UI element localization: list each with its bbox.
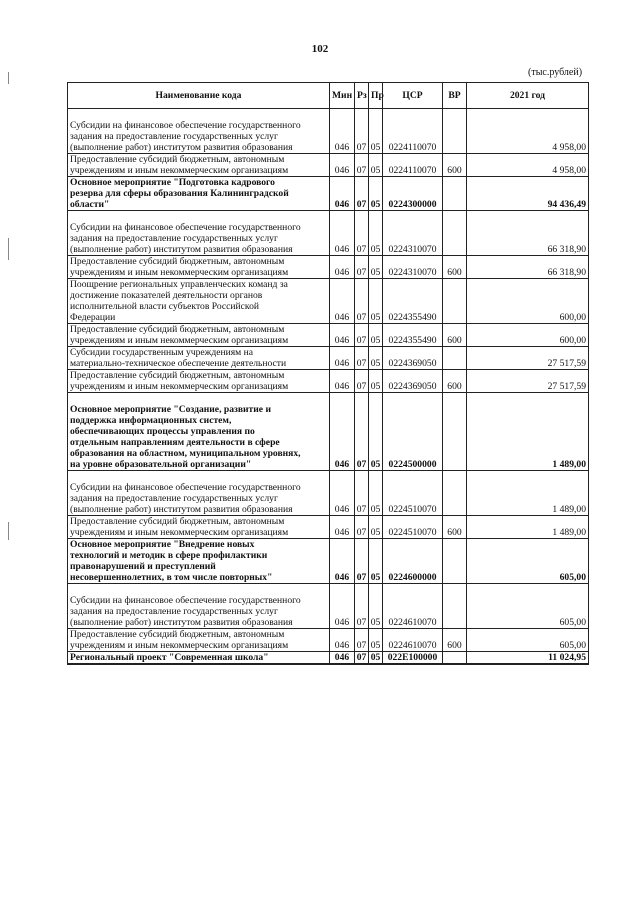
cell-min: 046 <box>330 109 355 154</box>
cell-name-line: исполнительной власти субъектов Российской <box>70 301 260 312</box>
cell-name <box>68 211 330 256</box>
cell-name <box>68 370 330 393</box>
cell-name-line: учреждениям и иным некоммерческим организациям <box>70 335 289 346</box>
header-rz: Рз <box>355 83 369 109</box>
cell-csr: 0224610070 <box>383 584 443 629</box>
cell-name-line: Предоставление субсидий бюджетным, автономным <box>70 324 285 335</box>
cell-pr: 05 <box>369 584 383 629</box>
cell-vr <box>443 652 467 665</box>
table-row <box>68 539 589 584</box>
table-row <box>68 584 589 629</box>
table-row <box>68 324 589 347</box>
cell-name-line: Субсидии на финансовое обеспечение государственного <box>70 120 301 131</box>
cell-rz: 07 <box>355 516 369 539</box>
cell-rz: 07 <box>355 584 369 629</box>
cell-rz: 07 <box>355 256 369 279</box>
cell-rz: 07 <box>355 177 369 211</box>
cell-name-line: обеспечивающих процессы управления по <box>70 426 255 437</box>
cell-sum: 605,00 <box>467 539 589 584</box>
cell-name-line: Региональный проект "Современная школа" <box>70 652 269 663</box>
cell-rz: 07 <box>355 347 369 370</box>
cell-name-line: Субсидии на финансовое обеспечение государственного <box>70 482 301 493</box>
cell-sum: 605,00 <box>467 584 589 629</box>
cell-name <box>68 584 330 629</box>
cell-sum: 11 024,95 <box>467 652 589 665</box>
cell-name <box>68 652 330 665</box>
cell-rz: 07 <box>355 471 369 516</box>
cell-sum: 1 489,00 <box>467 516 589 539</box>
cell-sum: 600,00 <box>467 279 589 324</box>
cell-min: 046 <box>330 370 355 393</box>
cell-csr: 0224110070 <box>383 154 443 177</box>
table-header-row <box>68 83 589 109</box>
cell-pr: 05 <box>369 629 383 652</box>
cell-name-line: достижение показателей деятельности органов <box>70 290 263 301</box>
table-row <box>68 154 589 177</box>
cell-name-line: задания на предоставление государственных услуг <box>70 233 278 244</box>
cell-vr <box>443 539 467 584</box>
cell-name-line: (выполнение работ) институтом развития образования <box>70 504 293 515</box>
cell-min: 046 <box>330 652 355 665</box>
cell-pr: 05 <box>369 324 383 347</box>
margin-mark <box>8 522 9 540</box>
header-name: Наименование кода <box>68 83 330 109</box>
table-row <box>68 211 589 256</box>
cell-name-line: (выполнение работ) институтом развития образования <box>70 142 293 153</box>
margin-mark <box>8 238 9 260</box>
cell-name-line: образования на областном, муниципальном уровнях, <box>70 448 301 459</box>
cell-vr <box>443 393 467 471</box>
cell-vr: 600 <box>443 629 467 652</box>
cell-name <box>68 393 330 471</box>
table-row <box>68 629 589 652</box>
cell-name-line: задания на предоставление государственных услуг <box>70 493 278 504</box>
cell-name-line: (выполнение работ) институтом развития образования <box>70 617 293 628</box>
table-row <box>68 370 589 393</box>
cell-name-line: учреждениям и иным некоммерческим организациям <box>70 165 289 176</box>
cell-pr: 05 <box>369 177 383 211</box>
cell-name-line: отдельным направлениям деятельности в сфере <box>70 437 280 448</box>
cell-vr <box>443 584 467 629</box>
cell-name <box>68 539 330 584</box>
cell-name-line: поддержка информационных систем, <box>70 415 232 426</box>
table-row <box>68 516 589 539</box>
cell-name-line: Субсидии на финансовое обеспечение государственного <box>70 222 301 233</box>
cell-name <box>68 279 330 324</box>
cell-csr: 0224110070 <box>383 109 443 154</box>
cell-name-line: на уровне образовательной организации" <box>70 459 252 470</box>
cell-pr: 05 <box>369 471 383 516</box>
cell-sum: 66 318,90 <box>467 256 589 279</box>
table-row <box>68 279 589 324</box>
cell-csr: 0224300000 <box>383 177 443 211</box>
cell-name <box>68 324 330 347</box>
header-csr: ЦСР <box>383 83 443 109</box>
table-row <box>68 347 589 370</box>
cell-pr: 05 <box>369 211 383 256</box>
cell-csr: 0224369050 <box>383 347 443 370</box>
cell-csr: 0224510070 <box>383 471 443 516</box>
cell-sum: 1 489,00 <box>467 471 589 516</box>
cell-min: 046 <box>330 584 355 629</box>
cell-sum: 27 517,59 <box>467 370 589 393</box>
cell-name-line: Предоставление субсидий бюджетным, автономным <box>70 629 285 640</box>
cell-name-line: правонарушений и преступлений <box>70 561 216 572</box>
cell-min: 046 <box>330 177 355 211</box>
page-number: 102 <box>311 43 329 55</box>
cell-sum: 66 318,90 <box>467 211 589 256</box>
cell-rz: 07 <box>355 539 369 584</box>
cell-pr: 05 <box>369 539 383 584</box>
cell-vr <box>443 279 467 324</box>
cell-sum: 600,00 <box>467 324 589 347</box>
cell-min: 046 <box>330 211 355 256</box>
cell-pr: 05 <box>369 109 383 154</box>
table-row <box>68 109 589 154</box>
cell-vr <box>443 109 467 154</box>
cell-csr: 0224355490 <box>383 324 443 347</box>
cell-vr: 600 <box>443 256 467 279</box>
cell-name-line: Основное мероприятие "Внедрение новых <box>70 539 255 550</box>
cell-pr: 05 <box>369 256 383 279</box>
cell-csr: 0224369050 <box>383 370 443 393</box>
cell-csr: 0224355490 <box>383 279 443 324</box>
table-row <box>68 256 589 279</box>
cell-vr <box>443 347 467 370</box>
units-label: (тыс.рублей) <box>528 67 583 78</box>
cell-name <box>68 516 330 539</box>
cell-csr: 022E100000 <box>383 652 443 665</box>
cell-rz: 07 <box>355 370 369 393</box>
cell-name-line: Федерации <box>70 312 116 323</box>
cell-min: 046 <box>330 279 355 324</box>
table-row <box>68 177 589 211</box>
cell-csr: 0224510070 <box>383 516 443 539</box>
cell-name-line: Предоставление субсидий бюджетным, автономным <box>70 370 285 381</box>
cell-pr: 05 <box>369 652 383 665</box>
cell-min: 046 <box>330 347 355 370</box>
cell-csr: 0224610070 <box>383 629 443 652</box>
cell-pr: 05 <box>369 154 383 177</box>
cell-min: 046 <box>330 629 355 652</box>
margin-mark <box>8 72 9 84</box>
cell-rz: 07 <box>355 393 369 471</box>
cell-name <box>68 109 330 154</box>
cell-name-line: области" <box>70 199 110 210</box>
header-min: Мин <box>330 83 355 109</box>
table-body <box>68 109 589 665</box>
cell-vr <box>443 211 467 256</box>
cell-name-line: несовершеннолетних, в том числе повторных" <box>70 572 273 583</box>
cell-name-line: Основное мероприятие "Подготовка кадрового <box>70 177 275 188</box>
cell-name <box>68 347 330 370</box>
header-sum: 2021 год <box>467 83 589 109</box>
cell-name <box>68 256 330 279</box>
cell-sum: 94 436,49 <box>467 177 589 211</box>
header-vr: ВР <box>443 83 467 109</box>
cell-rz: 07 <box>355 629 369 652</box>
cell-vr <box>443 177 467 211</box>
cell-name <box>68 471 330 516</box>
cell-vr: 600 <box>443 324 467 347</box>
cell-name-line: резерва для сферы образования Калининградской <box>70 188 289 199</box>
cell-min: 046 <box>330 539 355 584</box>
cell-name <box>68 629 330 652</box>
cell-sum: 4 958,00 <box>467 109 589 154</box>
cell-rz: 07 <box>355 154 369 177</box>
cell-csr: 0224600000 <box>383 539 443 584</box>
cell-vr: 600 <box>443 516 467 539</box>
cell-name-line: Субсидии на финансовое обеспечение государственного <box>70 595 301 606</box>
cell-name-line: задания на предоставление государственных услуг <box>70 131 278 142</box>
cell-min: 046 <box>330 324 355 347</box>
cell-vr <box>443 471 467 516</box>
cell-sum: 1 489,00 <box>467 393 589 471</box>
cell-vr: 600 <box>443 154 467 177</box>
cell-min: 046 <box>330 516 355 539</box>
cell-csr: 0224310070 <box>383 256 443 279</box>
cell-name-line: технологий и методик в сфере профилактики <box>70 550 268 561</box>
cell-name <box>68 177 330 211</box>
cell-rz: 07 <box>355 652 369 665</box>
cell-name-line: материально-техническое обеспечение деятельности <box>70 358 287 369</box>
cell-csr: 0224500000 <box>383 393 443 471</box>
budget-table <box>67 82 589 665</box>
cell-min: 046 <box>330 154 355 177</box>
cell-rz: 07 <box>355 279 369 324</box>
table-row <box>68 471 589 516</box>
table-row <box>68 393 589 471</box>
cell-name-line: (выполнение работ) институтом развития образования <box>70 244 293 255</box>
cell-sum: 27 517,59 <box>467 347 589 370</box>
cell-csr: 0224310070 <box>383 211 443 256</box>
cell-min: 046 <box>330 393 355 471</box>
table-row <box>68 652 589 665</box>
cell-name-line: задания на предоставление государственных услуг <box>70 606 278 617</box>
cell-sum: 605,00 <box>467 629 589 652</box>
cell-name-line: Основное мероприятие "Создание, развитие и <box>70 404 271 415</box>
cell-name-line: Субсидии государственным учреждениям на <box>70 347 253 358</box>
cell-sum: 4 958,00 <box>467 154 589 177</box>
cell-pr: 05 <box>369 347 383 370</box>
cell-rz: 07 <box>355 211 369 256</box>
cell-name-line: Поощрение региональных управленческих команд за <box>70 279 288 290</box>
cell-name-line: учреждениям и иным некоммерческим организациям <box>70 640 289 651</box>
cell-name-line: учреждениям и иным некоммерческим организациям <box>70 527 289 538</box>
header-pr: Пр <box>369 83 383 109</box>
cell-name-line: учреждениям и иным некоммерческим организациям <box>70 267 289 278</box>
cell-name <box>68 154 330 177</box>
cell-pr: 05 <box>369 279 383 324</box>
cell-name-line: Предоставление субсидий бюджетным, автономным <box>70 154 285 165</box>
cell-rz: 07 <box>355 109 369 154</box>
cell-min: 046 <box>330 256 355 279</box>
cell-pr: 05 <box>369 393 383 471</box>
cell-name-line: Предоставление субсидий бюджетным, автономным <box>70 256 285 267</box>
cell-pr: 05 <box>369 516 383 539</box>
cell-min: 046 <box>330 471 355 516</box>
cell-rz: 07 <box>355 324 369 347</box>
cell-pr: 05 <box>369 370 383 393</box>
cell-vr: 600 <box>443 370 467 393</box>
cell-name-line: учреждениям и иным некоммерческим организациям <box>70 381 289 392</box>
cell-name-line: Предоставление субсидий бюджетным, автономным <box>70 516 285 527</box>
